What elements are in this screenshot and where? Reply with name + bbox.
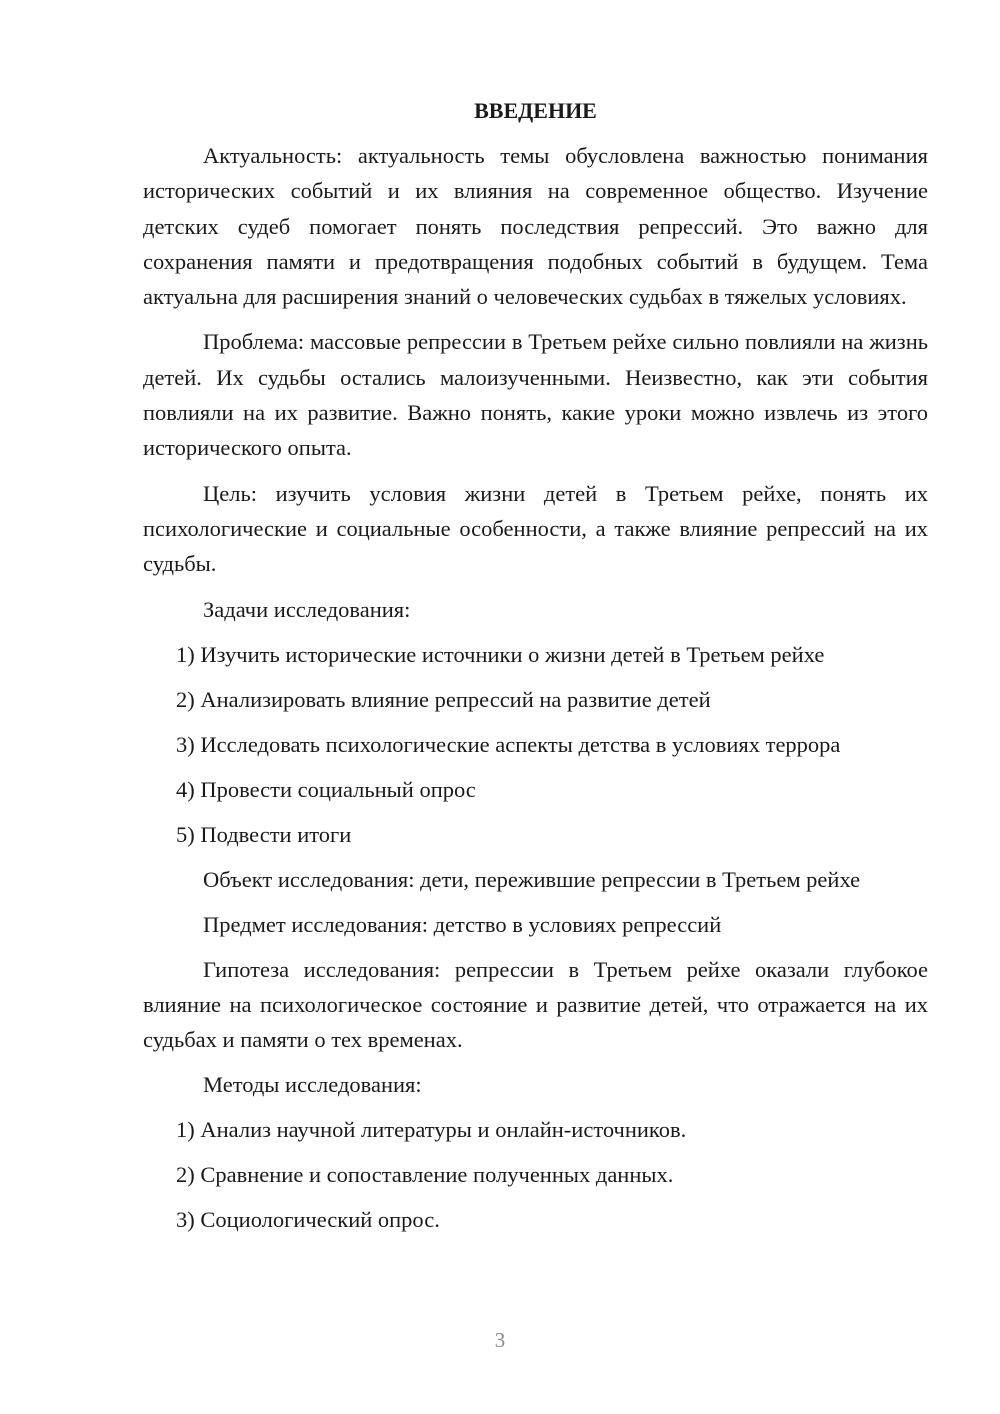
page-content [143,93,928,1247]
problem-paragraph: Проблема: массовые репрессии в Третьем рейхе сильно повлияли на жизнь детей. Их судьбы остались малоизученными. Неизвестно, как эти события повлияли на их развитие. Важно понять, какие уроки можно извлечь из этого исторического опыта. [143,329,928,461]
goal-paragraph: Цель: изучить условия жизни детей в Третьем рейхе, понять их психологические и социальные особенности, а также влияние репрессий на их судьбы. [143,480,928,577]
method-item: 3) Социологический опрос. [176,1207,440,1233]
task-item: 5) Подвести итоги [176,821,352,847]
research-object: Объект исследования: дети, пережившие репрессии в Третьем рейхе [203,866,861,892]
method-item: 1) Анализ научной литературы и онлайн-источников. [176,1117,687,1143]
method-item: 2) Сравнение и сопоставление полученных данных. [176,1162,674,1188]
task-item: 3) Исследовать психологические аспекты детства в условиях террора [176,731,841,757]
task-item: 4) Провести социальный опрос [176,776,476,802]
task-item: 2) Анализировать влияние репрессий на развитие детей [176,686,711,712]
hypothesis-paragraph: Гипотеза исследования: репрессии в Третьем рейхе оказали глубокое влияние на психологическое состояние и развитие детей, что отражается на их судьбах и памяти о тех временах. [143,956,928,1053]
methods-title: Методы исследования: [203,1072,422,1098]
task-item: 1) Изучить исторические источники о жизни детей в Третьем рейхе [176,641,825,667]
tasks-title: Задачи исследования: [203,596,411,622]
page-number: 3 [494,1328,506,1352]
section-heading: ВВЕДЕНИЕ [474,98,597,123]
research-subject: Предмет исследования: детство в условиях репрессий [203,911,722,937]
relevance-paragraph: Актуальность: актуальность темы обусловлена важностью понимания исторических событий и их влияния на современное общество. Изучение детских судеб помогает понять последствия репрессий. Это важно для сохранения памяти и предотвращения подобных событий в будущем. Тема актуальна для расширения знаний о человеческих судьбах в тяжелых условиях. [143,143,928,310]
